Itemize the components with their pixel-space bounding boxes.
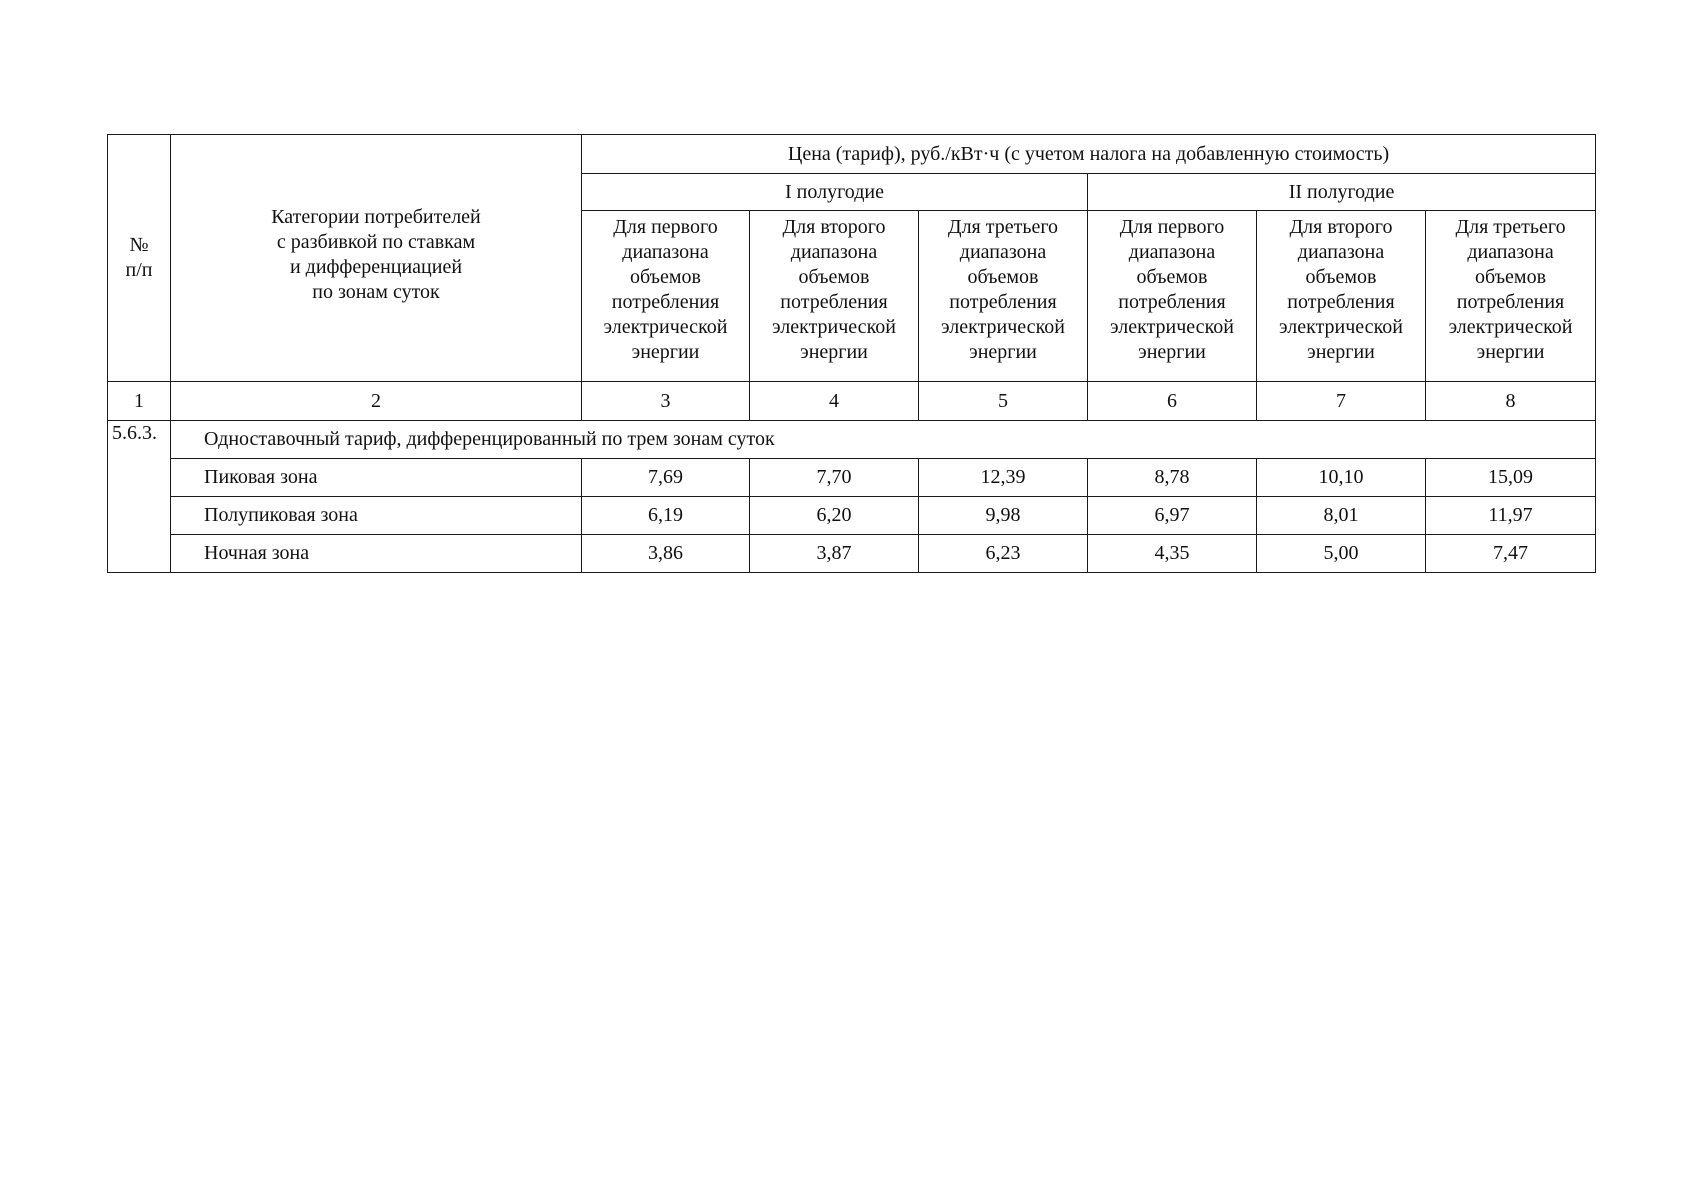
tariff-value: 5,00 <box>1257 535 1426 573</box>
zone-name: Ночная зона <box>171 535 582 573</box>
column-number: 8 <box>1426 382 1596 421</box>
table-row <box>108 535 1596 573</box>
header-range-2: Для второго диапазона объемов потребления электрической энергии <box>750 211 919 382</box>
tariff-value: 6,97 <box>1088 497 1257 535</box>
header-halfyear-2: II полугодие <box>1088 174 1596 211</box>
tariff-value: 3,87 <box>750 535 919 573</box>
tariff-value: 11,97 <box>1426 497 1596 535</box>
table-row <box>108 459 1596 497</box>
section-title: Одноставочный тариф, дифференцированный по трем зонам суток <box>171 421 1596 459</box>
tariff-value: 8,78 <box>1088 459 1257 497</box>
tariff-table <box>107 134 1596 573</box>
tariff-value: 9,98 <box>919 497 1088 535</box>
header-range-4: Для первого диапазона объемов потребления электрической энергии <box>1088 211 1257 382</box>
header-range-3: Для третьего диапазона объемов потребления электрической энергии <box>919 211 1088 382</box>
header-price: Цена (тариф), руб./кВт·ч (с учетом налога на добавленную стоимость) <box>582 135 1596 174</box>
zone-name: Пиковая зона <box>171 459 582 497</box>
header-range-6: Для третьего диапазона объемов потребления электрической энергии <box>1426 211 1596 382</box>
tariff-value: 12,39 <box>919 459 1088 497</box>
tariff-value: 7,69 <box>582 459 750 497</box>
column-number: 7 <box>1257 382 1426 421</box>
tariff-value: 6,19 <box>582 497 750 535</box>
header-range-5: Для второго диапазона объемов потребления электрической энергии <box>1257 211 1426 382</box>
column-number-row <box>108 382 1596 421</box>
section-row <box>108 421 1596 459</box>
header-category: Категории потребителей с разбивкой по ставкам и дифференциацией по зонам суток <box>171 135 582 382</box>
header-range-1: Для первого диапазона объемов потребления электрической энергии <box>582 211 750 382</box>
header-halfyear-1: I полугодие <box>582 174 1088 211</box>
header-number: № п/п <box>108 135 171 382</box>
tariff-value: 3,86 <box>582 535 750 573</box>
tariff-value: 6,20 <box>750 497 919 535</box>
column-number: 1 <box>108 382 171 421</box>
section-number: 5.6.3. <box>108 421 171 573</box>
table-row <box>108 497 1596 535</box>
header-row-price <box>108 135 1596 174</box>
tariff-value: 7,47 <box>1426 535 1596 573</box>
column-number: 5 <box>919 382 1088 421</box>
zone-name: Полупиковая зона <box>171 497 582 535</box>
column-number: 2 <box>171 382 582 421</box>
tariff-value: 8,01 <box>1257 497 1426 535</box>
tariff-value: 4,35 <box>1088 535 1257 573</box>
column-number: 4 <box>750 382 919 421</box>
tariff-value: 6,23 <box>919 535 1088 573</box>
column-number: 6 <box>1088 382 1257 421</box>
column-number: 3 <box>582 382 750 421</box>
tariff-value: 15,09 <box>1426 459 1596 497</box>
tariff-value: 7,70 <box>750 459 919 497</box>
tariff-value: 10,10 <box>1257 459 1426 497</box>
